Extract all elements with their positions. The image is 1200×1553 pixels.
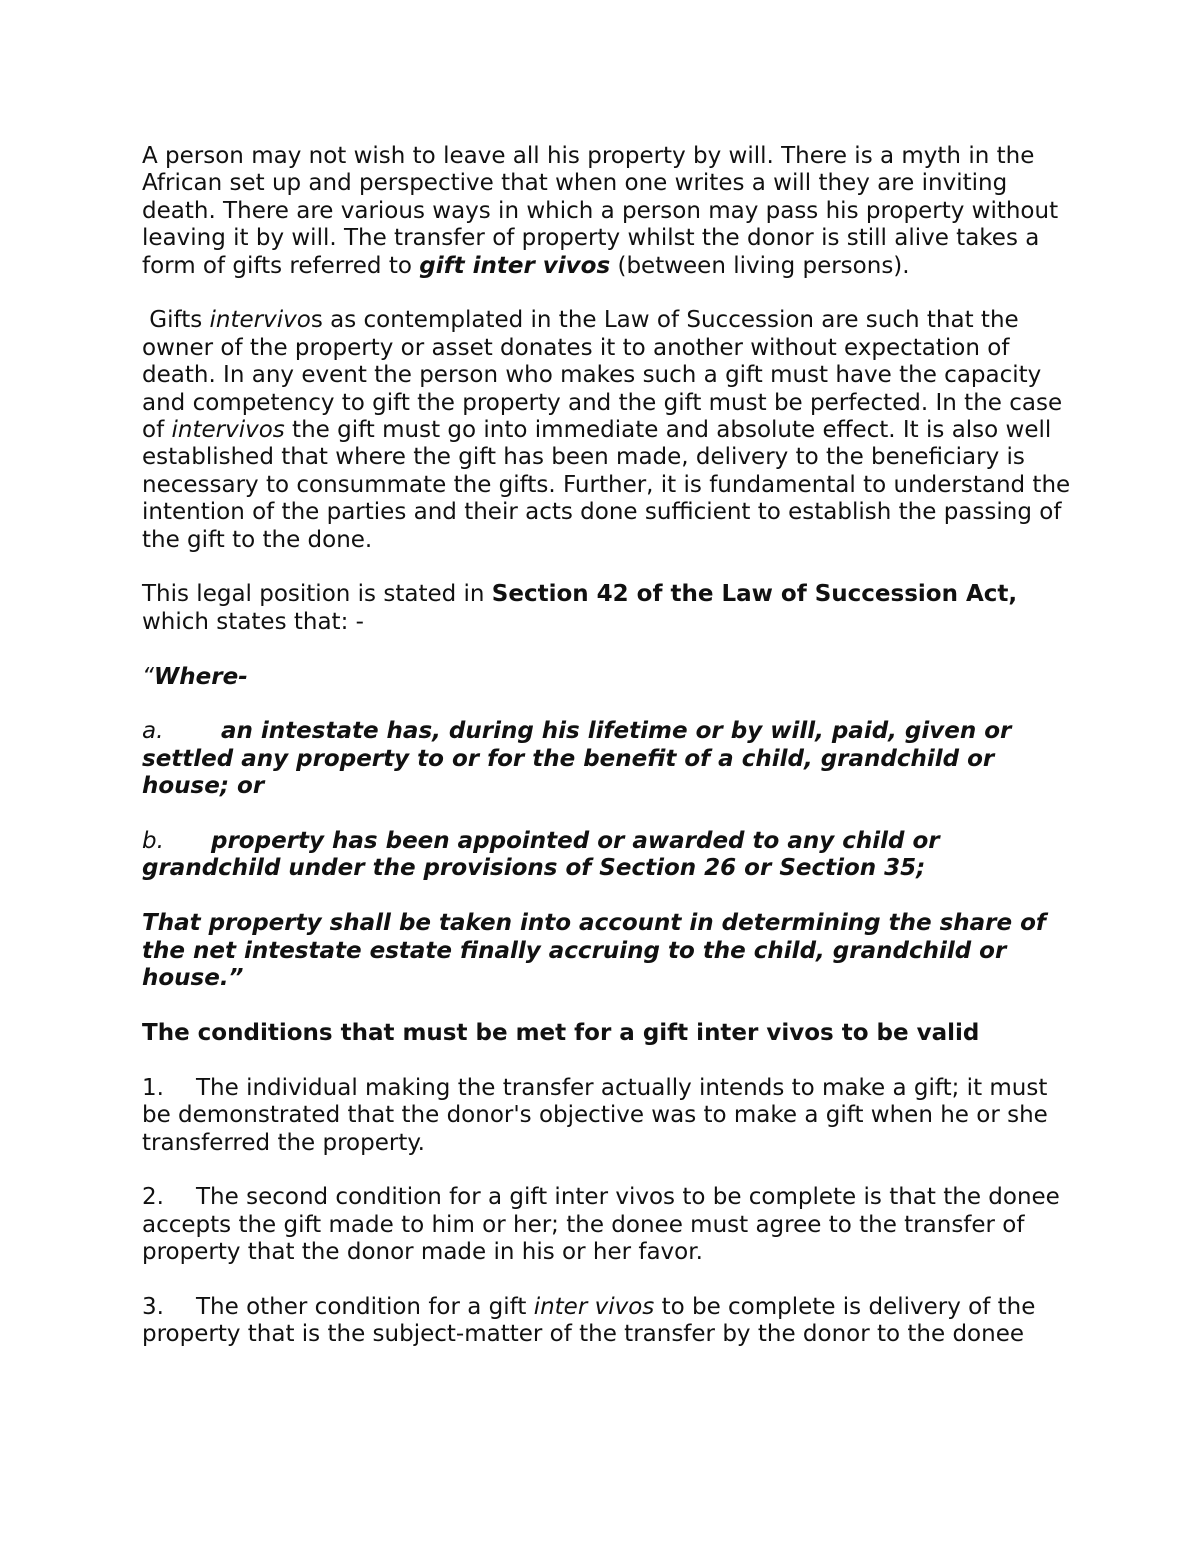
quote-open-mark: “ xyxy=(142,663,154,690)
section-42-reference: Section 42 of the Law of Succession Act, xyxy=(491,581,1018,608)
condition-3-italic: inter vivos xyxy=(533,1293,655,1320)
condition-3 xyxy=(142,1294,1072,1349)
legal-position-text-1: This legal position is stated in xyxy=(142,581,492,608)
condition-2 xyxy=(142,1184,1072,1266)
condition-3-number: 3. xyxy=(142,1293,164,1320)
condition-1 xyxy=(142,1075,1072,1157)
gift-inter-vivos-term: gift inter vivos xyxy=(419,252,611,279)
legal-position-paragraph xyxy=(142,581,1072,636)
condition-3-text-1: The other condition for a gift xyxy=(196,1293,534,1320)
quote-item-a xyxy=(142,718,1072,800)
intro-paragraph xyxy=(142,143,1072,280)
condition-1-text: The individual making the transfer actually intends to make a gift; it must be demonstrated that the donor's objective was to make a gift when he or she transferred the property. xyxy=(142,1074,1048,1156)
quote-item-b xyxy=(142,828,1072,883)
gifts-intervivos-paragraph xyxy=(142,307,1072,554)
document-page xyxy=(142,143,1072,1349)
condition-2-text: The second condition for a gift inter vivos to be complete is that the donee accepts the gift made to him or her; the donee must agree to the transfer of property that the donor made in his or her favor. xyxy=(142,1184,1060,1266)
quote-closing-text: That property shall be taken into account in determining the share of the net intestate estate finally accruing to the child, grandchild or house.” xyxy=(142,910,1046,992)
quote-item-a-label: a. xyxy=(142,718,164,745)
conditions-heading xyxy=(142,1020,1072,1047)
gifts-lead: Gifts xyxy=(142,307,210,334)
quote-item-a-text: an intestate has, during his lifetime or by will, paid, given or settled any property to or for the benefit of a child, grandchild or house; or xyxy=(142,718,1012,800)
intro-text-1: A person may not wish to leave all his property by will. There is a myth in the African set up and perspective that when one writes a will they are inviting death. There are various ways in which a person may pass his property without leaving it by will. The transfer of property whilst the donor is still alive takes a form of gifts referred to xyxy=(142,143,1059,279)
gifts-text-2: the gift must go into immediate and absolute effect. It is also well established that where the gift has been made, delivery to the beneficiary is necessary to consummate the gifts. Further, it is fundamental to understand the intention of the parties and their acts done sufficient to establish the passing of the gift to the done. xyxy=(142,417,1071,553)
intervivos-italic: intervivos xyxy=(171,417,285,444)
legal-position-text-2: which states that: - xyxy=(142,608,364,635)
gifts-text-1: s as contemplated in the Law of Succession are such that the owner of the property or asset donates it to another without expectation of death. In any event the person who makes such a gift must have the capacity and competency to gift the property and the gift must be perfected. In the case of xyxy=(142,307,1063,444)
quote-closing xyxy=(142,910,1072,992)
intro-text-2: (between living persons). xyxy=(610,252,910,279)
conditions-heading-text: The conditions that must be met for a gift inter vivos to be valid xyxy=(142,1019,980,1046)
condition-1-number: 1. xyxy=(142,1074,164,1101)
condition-3-text-2: to be complete is delivery of the property that is the subject-matter of the transfer by the donor to the donee xyxy=(142,1293,1036,1348)
quote-item-b-text: property has been appointed or awarded to any child or grandchild under the provisions of Section 26 or Section 35; xyxy=(142,828,940,882)
quote-where xyxy=(142,664,1072,691)
quote-item-b-label: b. xyxy=(142,828,164,855)
condition-2-number: 2. xyxy=(142,1184,164,1211)
quote-where-text: Where- xyxy=(153,663,248,690)
intervivo-italic: intervivo xyxy=(209,307,311,334)
